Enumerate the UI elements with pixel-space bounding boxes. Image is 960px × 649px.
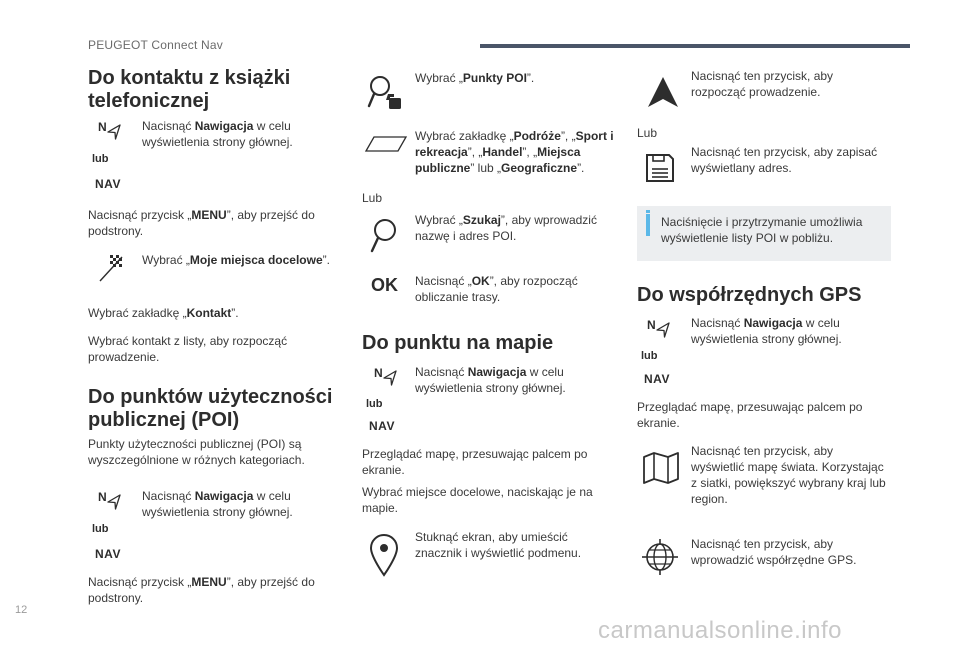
search-icon <box>368 217 402 255</box>
poi-instruction: Wybrać „Punkty POI”. <box>415 71 535 85</box>
heading-poi: Do punktów użyteczności publicznej (POI) <box>88 386 333 431</box>
n-letter: N <box>374 366 383 380</box>
browse-map-instruction: Przeglądać mapę, przesuwając palcem po ekranie. <box>637 400 863 430</box>
start-guidance-instruction: Nacisnąć ten przycisk, aby rozpocząć prowadzenie. <box>691 69 834 99</box>
nav-instruction: Nacisnąć Nawigacja w celu wyświetlenia strony głównej. <box>142 119 293 149</box>
lub-label: Lub <box>637 126 658 140</box>
contact-tab-instruction: Wybrać zakładkę „Kontakt”. <box>88 306 239 320</box>
world-map-instruction: Nacisnąć ten przycisk, aby wyświetlić mapę świata. Korzystając z siatki, powiększyć wybrany kraj lub region. <box>691 444 886 506</box>
n-letter: N <box>647 318 656 332</box>
category-tabs-instruction: Wybrać zakładkę „Podróże”, „Sport i rekreacja”, „Handel”, „Miejsca publiczne” lub „Geograficzne”. <box>415 129 614 175</box>
poi-description: Punkty użyteczności publicznej (POI) są wyszczególnione w różnych kategoriach. <box>88 437 305 467</box>
save-address-instruction: Nacisnąć ten przycisk, aby zapisać wyświetlany adres. <box>691 145 878 175</box>
nav-label: NAV <box>644 372 670 386</box>
n-letter: N <box>98 120 107 134</box>
n-letter: N <box>98 490 107 504</box>
navigation-arrow-icon <box>382 370 398 386</box>
checkered-flag-icon <box>98 253 124 283</box>
ok-instruction: Nacisnąć „OK”, aby rozpocząć obliczanie trasy. <box>415 274 578 304</box>
tab-shape-icon <box>364 133 408 153</box>
lub-label: Lub <box>362 191 383 205</box>
nav-label: NAV <box>95 177 121 191</box>
info-text: Naciśnięcie i przytrzymanie umożliwia wyświetlenie listy POI w pobliżu. <box>661 215 863 245</box>
browse-map-instruction: Przeglądać mapę, przesuwając palcem po ekranie. <box>362 447 588 477</box>
choose-destination-instruction: Wybrać miejsce docelowe, naciskając je na mapie. <box>362 485 593 515</box>
nav-label: NAV <box>369 419 395 433</box>
destinations-instruction: Wybrać „Moje miejsca docelowe”. <box>142 253 330 267</box>
pick-contact-instruction: Wybrać kontakt z listy, aby rozpocząć prowadzenie. <box>88 334 288 364</box>
poi-search-icon <box>366 73 404 111</box>
page-number: 12 <box>15 604 28 616</box>
save-icon <box>644 152 676 184</box>
lub-label: lub <box>92 523 109 535</box>
ok-button-icon: OK <box>371 275 398 295</box>
heading-map-point: Do punktu na mapie <box>362 332 554 354</box>
world-map-icon <box>642 451 680 485</box>
navigation-arrow-icon <box>655 322 671 338</box>
lub-label: lub <box>366 398 383 410</box>
heading-contact: Do kontaktu z książki telefonicznej <box>88 67 291 112</box>
menu-instruction: Nacisnąć przycisk „MENU”, aby przejść do podstrony. <box>88 575 315 605</box>
watermark: carmanualsonline.info <box>598 617 842 644</box>
nav-instruction: Nacisnąć Nawigacja w celu wyświetlenia strony głównej. <box>691 316 842 346</box>
navigation-arrow-icon <box>106 494 122 510</box>
lub-label: lub <box>641 350 658 362</box>
nav-label: NAV <box>95 547 121 561</box>
header-bar <box>480 44 910 48</box>
gps-globe-icon <box>641 538 679 576</box>
search-instruction: Wybrać „Szukaj”, aby wprowadzić nazwę i adres POI. <box>415 213 597 243</box>
nav-instruction: Nacisnąć Nawigacja w celu wyświetlenia strony głównej. <box>142 489 293 519</box>
heading-gps: Do współrzędnych GPS <box>637 284 862 306</box>
lub-label: lub <box>92 153 109 165</box>
menu-instruction: Nacisnąć przycisk „MENU”, aby przejść do podstrony. <box>88 208 315 238</box>
navigation-arrow-icon <box>106 124 122 140</box>
info-icon-dot <box>646 210 650 213</box>
navigation-arrow-icon <box>645 75 681 109</box>
info-icon <box>646 214 650 236</box>
gps-coordinates-instruction: Nacisnąć ten przycisk, aby wprowadzić współrzędne GPS. <box>691 537 857 567</box>
nav-instruction: Nacisnąć Nawigacja w celu wyświetlenia strony głównej. <box>415 365 566 395</box>
map-pin-icon <box>368 533 400 577</box>
header-brand: PEUGEOT Connect Nav <box>88 38 223 52</box>
tap-screen-instruction: Stuknąć ekran, aby umieścić znacznik i wyświetlić podmenu. <box>415 530 582 560</box>
